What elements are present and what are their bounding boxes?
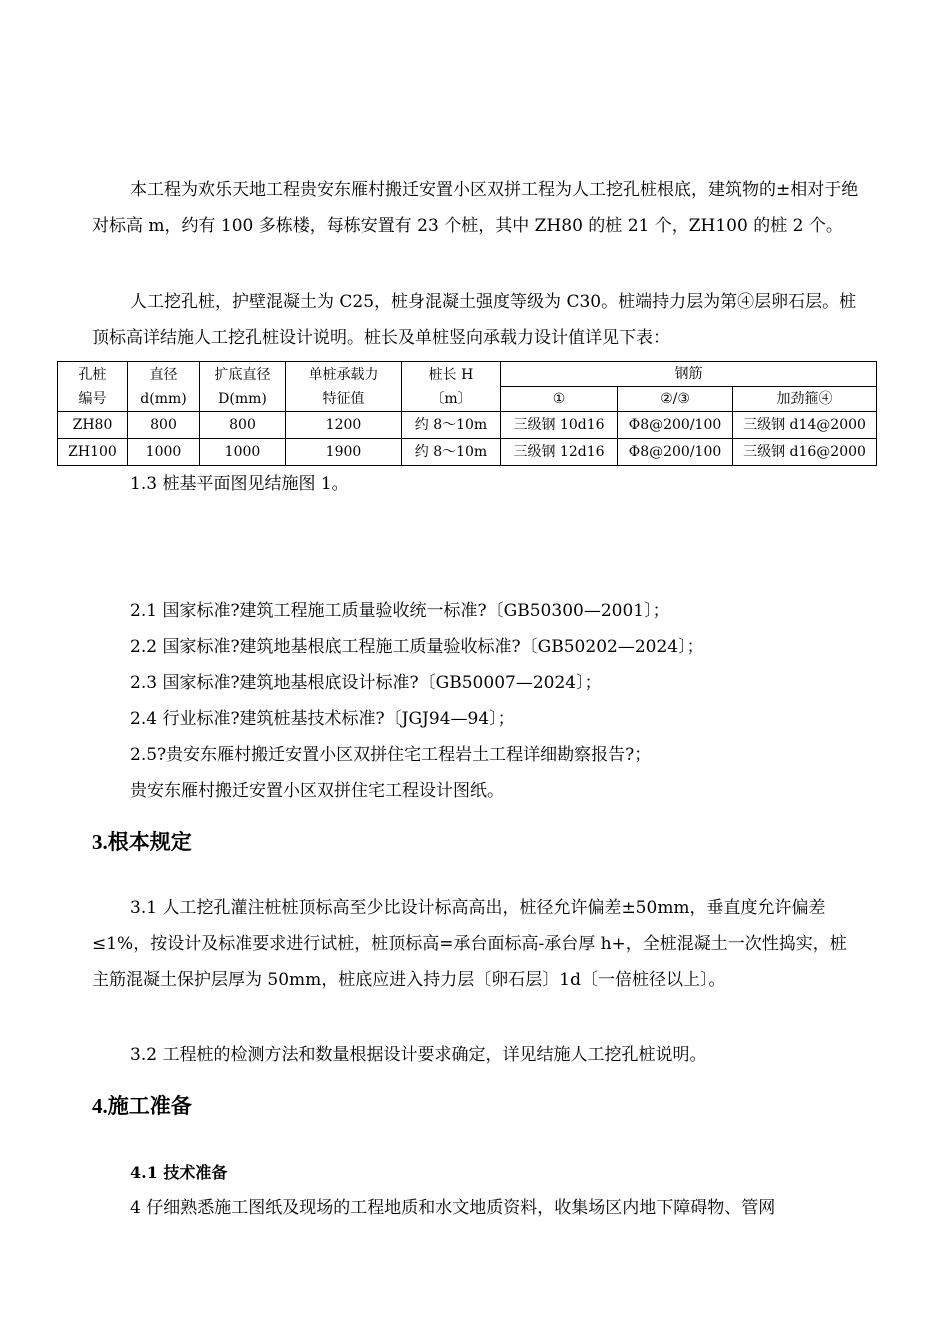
standard-item: 2.5?贵安东雁村搬迁安置小区双拼住宅工程岩土工程详细勘察报告?； — [130, 745, 652, 765]
header-rebar: 钢筋 — [501, 362, 877, 387]
table-cell: 三级钢 10d16 — [501, 412, 618, 439]
table-cell: 1000 — [200, 439, 286, 466]
section-heading-basic-rules: 3.根本规定 — [92, 830, 192, 854]
header-bearing-capacity: 单桩承载力 特征值 — [286, 362, 402, 412]
foundation-plan-note: 1.3 桩基平面图见结施图 1。 — [130, 474, 349, 494]
table-cell: ZH100 — [58, 439, 128, 466]
table-cell: 1900 — [286, 439, 402, 466]
table-row — [58, 412, 877, 439]
table-cell: 三级钢 12d16 — [501, 439, 618, 466]
header-rebar-1: ① — [501, 387, 618, 412]
table-header-row — [58, 362, 877, 387]
standard-item: 贵安东雁村搬迁安置小区双拼住宅工程设计图纸。 — [130, 781, 504, 801]
table-cell: Φ8@200/100 — [618, 412, 733, 439]
header-pile-id: 孔桩 编号 — [58, 362, 128, 412]
header-rebar-2-3: ②/③ — [618, 387, 733, 412]
table-cell: 800 — [200, 412, 286, 439]
pile-spec-table — [57, 361, 877, 466]
standard-item: 2.3 国家标准?建筑地基根底设计标准?〔GB50007—2024〕； — [130, 673, 602, 693]
subsection-heading-technical: 4.1 技术准备 — [130, 1163, 228, 1182]
table-row — [58, 439, 877, 466]
technical-prep-paragraph: 4 仔细熟悉施工图纸及现场的工程地质和水文地质资料，收集场区内地下障碍物、管网 — [130, 1198, 776, 1218]
intro-paragraph: 本工程为欢乐天地工程贵安东雁村搬迁安置小区双拼工程为人工挖孔桩根底，建筑物的±相对于绝对标高 m，约有 100 多栋楼，每栋安置有 23 个桩，其中 ZH80 的桩 21 个，ZH100 的桩 2 个。 — [92, 180, 859, 236]
table-cell: 1200 — [286, 412, 402, 439]
table-cell: 约 8～10m — [402, 439, 501, 466]
table-cell: ZH80 — [58, 412, 128, 439]
header-diameter: 直径 d(mm) — [128, 362, 200, 412]
table-cell: Φ8@200/100 — [618, 439, 733, 466]
header-base-diameter: 扩底直径 D(mm) — [200, 362, 286, 412]
standard-item: 2.1 国家标准?建筑工程施工质量验收统一标准?〔GB50300—2001〕； — [130, 601, 670, 621]
rule-paragraph-3-1: 3.1 人工挖孔灌注桩桩顶标高至少比设计标高高出，桩径允许偏差±50mm，垂直度允许偏差≤1%，按设计及标准要求进行试桩，桩顶标高=承台面标高-承台厚 h+，全桩混凝土一次性捣实，桩主筋混凝土保护层厚为 50mm，桩底应进入持力层〔卵石层〕1d〔一倍桩径以上〕。 — [92, 898, 847, 990]
table-cell: 约 8～10m — [402, 412, 501, 439]
pile-spec-paragraph: 人工挖孔桩，护壁混凝土为 C25，桩身混凝土强度等级为 C30。桩端持力层为第④层卵石层。桩顶标高详结施人工挖孔桩设计说明。桩长及单桩竖向承载力设计值详见下表： — [92, 292, 857, 348]
header-pile-length: 桩长 H 〔m〕 — [402, 362, 501, 412]
standard-item: 2.2 国家标准?建筑地基根底工程施工质量验收标准?〔GB50202—2024〕； — [130, 637, 704, 657]
section-heading-preparation: 4.施工准备 — [92, 1094, 192, 1118]
table-cell: 1000 — [128, 439, 200, 466]
standard-item: 2.4 行业标准?建筑桩基技术标准?〔JGJ94—94〕； — [130, 709, 515, 729]
table-cell: 三级钢 d14@2000 — [733, 412, 877, 439]
header-rebar-4: 加劲箍④ — [733, 387, 877, 412]
rule-paragraph-3-2: 3.2 工程桩的检测方法和数量根据设计要求确定，详见结施人工挖孔桩说明。 — [130, 1045, 707, 1065]
table-cell: 三级钢 d16@2000 — [733, 439, 877, 466]
table-cell: 800 — [128, 412, 200, 439]
